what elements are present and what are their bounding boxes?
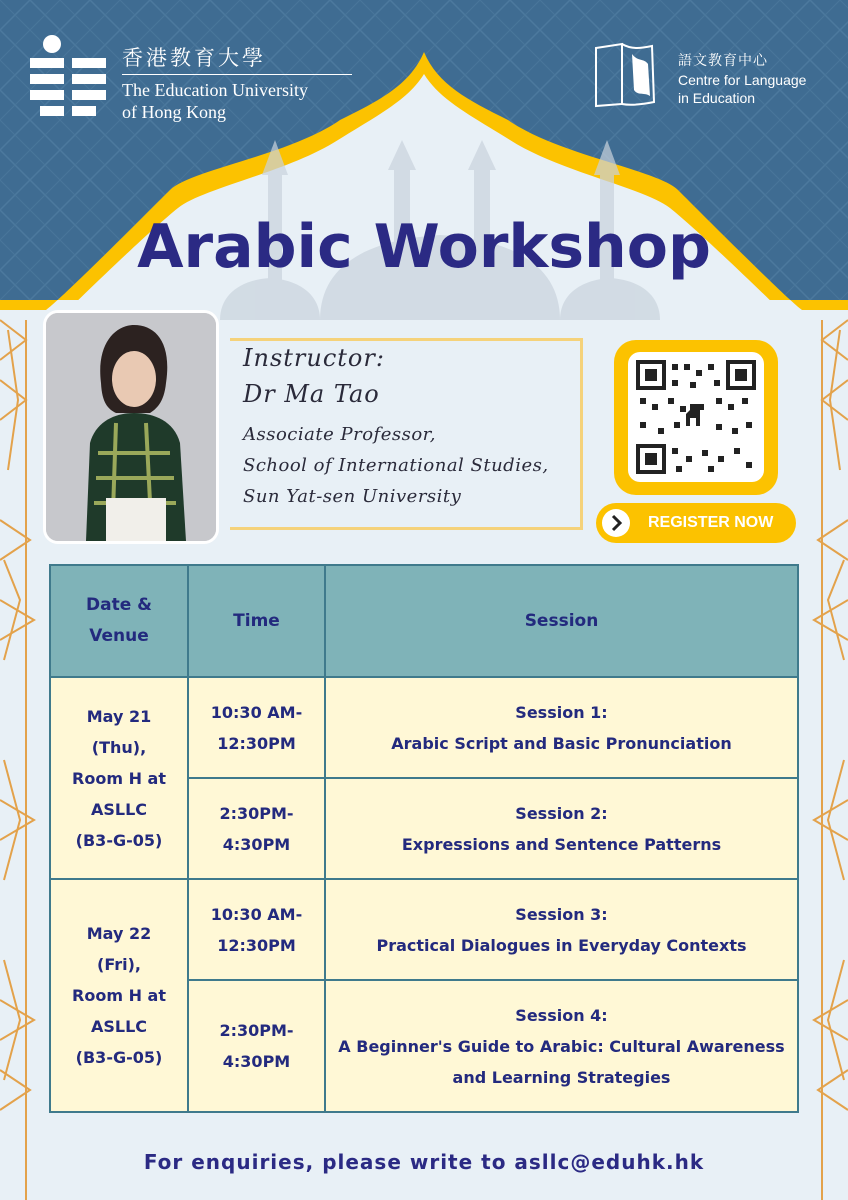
instructor-photo [46, 313, 216, 541]
open-book-icon [592, 42, 668, 108]
session-cell [325, 677, 798, 778]
session-title: A Beginner's Guide to Arabic: Cultural Awareness [338, 1036, 785, 1056]
day-date: May 21 [86, 706, 152, 726]
day-room: Room H at [72, 986, 166, 1005]
session-title-line2: and Learning Strategies [452, 1067, 671, 1087]
time-start: 2:30PM- [219, 803, 294, 823]
eduhk-divider [122, 74, 352, 75]
day-weekday: (Fri), [97, 955, 141, 974]
eduhk-english-name-line2: of Hong Kong [122, 102, 226, 122]
schedule-table [49, 564, 799, 1113]
day-room: Room H at [72, 768, 166, 788]
table-header-row [50, 565, 798, 677]
eduhk-english-name-line1: The Education University [122, 80, 308, 100]
eduhk-logo [30, 34, 330, 129]
day-date: May 22 [86, 924, 152, 943]
eduhk-emblem-icon [30, 34, 108, 126]
day-venue: ASLLC [90, 1017, 148, 1036]
instructor-label: Instructor: [243, 344, 385, 372]
person-portrait-icon [46, 313, 216, 541]
time-cell [188, 677, 325, 778]
cle-logo [592, 40, 832, 110]
qr-code-icon [628, 352, 764, 482]
session-title: Arabic Script and Basic Pronunciation [391, 733, 732, 753]
header-session: Session [325, 565, 798, 677]
time-cell [188, 980, 325, 1112]
session-number: Session 1: [515, 702, 608, 722]
session-title: Practical Dialogues in Everyday Contexts [376, 935, 747, 955]
session-cell [325, 879, 798, 980]
table-row [50, 677, 798, 778]
time-start: 10:30 AM- [210, 702, 303, 722]
time-end: 4:30PM [222, 834, 291, 854]
time-end: 12:30PM [217, 733, 296, 753]
header-date-venue-label: Date & Venue [86, 595, 152, 646]
day-venue: ASLLC [90, 799, 148, 819]
arrow-right-icon [602, 509, 630, 537]
register-now-label: REGISTER NOW [648, 514, 774, 531]
session-title: Expressions and Sentence Patterns [401, 834, 722, 854]
enquiry-text: For enquiries, please write to asllc@eduhk.hk [143, 1150, 705, 1174]
session-number: Session 3: [515, 904, 608, 924]
time-end: 4:30PM [222, 1052, 291, 1071]
workshop-title: Arabic Workshop [137, 212, 711, 282]
eduhk-chinese-name: 香港教育大學 [122, 46, 266, 70]
header-date-venue [50, 565, 188, 677]
session-cell [325, 778, 798, 879]
cle-chinese-name: 語文教育中心 [678, 53, 768, 69]
time-start: 2:30PM- [219, 1021, 294, 1040]
time-cell [188, 778, 325, 879]
day-cell [50, 677, 188, 879]
time-end: 12:30PM [217, 935, 296, 955]
session-cell [325, 980, 798, 1112]
instructor-name: Dr Ma Tao [243, 380, 380, 408]
day-code: (B3-G-05) [75, 1048, 163, 1067]
header-time: Time [188, 565, 325, 677]
cle-english-name-line2: in Education [678, 90, 756, 106]
register-now-button[interactable] [596, 503, 796, 543]
day-cell [50, 879, 188, 1112]
table-row [50, 879, 798, 980]
qr-code[interactable] [628, 352, 764, 482]
instructor-position: Associate Professor, [243, 424, 437, 445]
instructor-school: School of International Studies, [243, 455, 549, 476]
day-code: (B3-G-05) [75, 830, 163, 850]
time-cell [188, 879, 325, 980]
time-start: 10:30 AM- [210, 904, 303, 924]
cle-english-name-line1: Centre for Language [678, 72, 807, 88]
session-number: Session 4: [515, 1005, 608, 1025]
day-weekday: (Thu), [91, 737, 147, 757]
session-number: Session 2: [515, 803, 608, 823]
instructor-university: Sun Yat-sen University [243, 486, 462, 507]
